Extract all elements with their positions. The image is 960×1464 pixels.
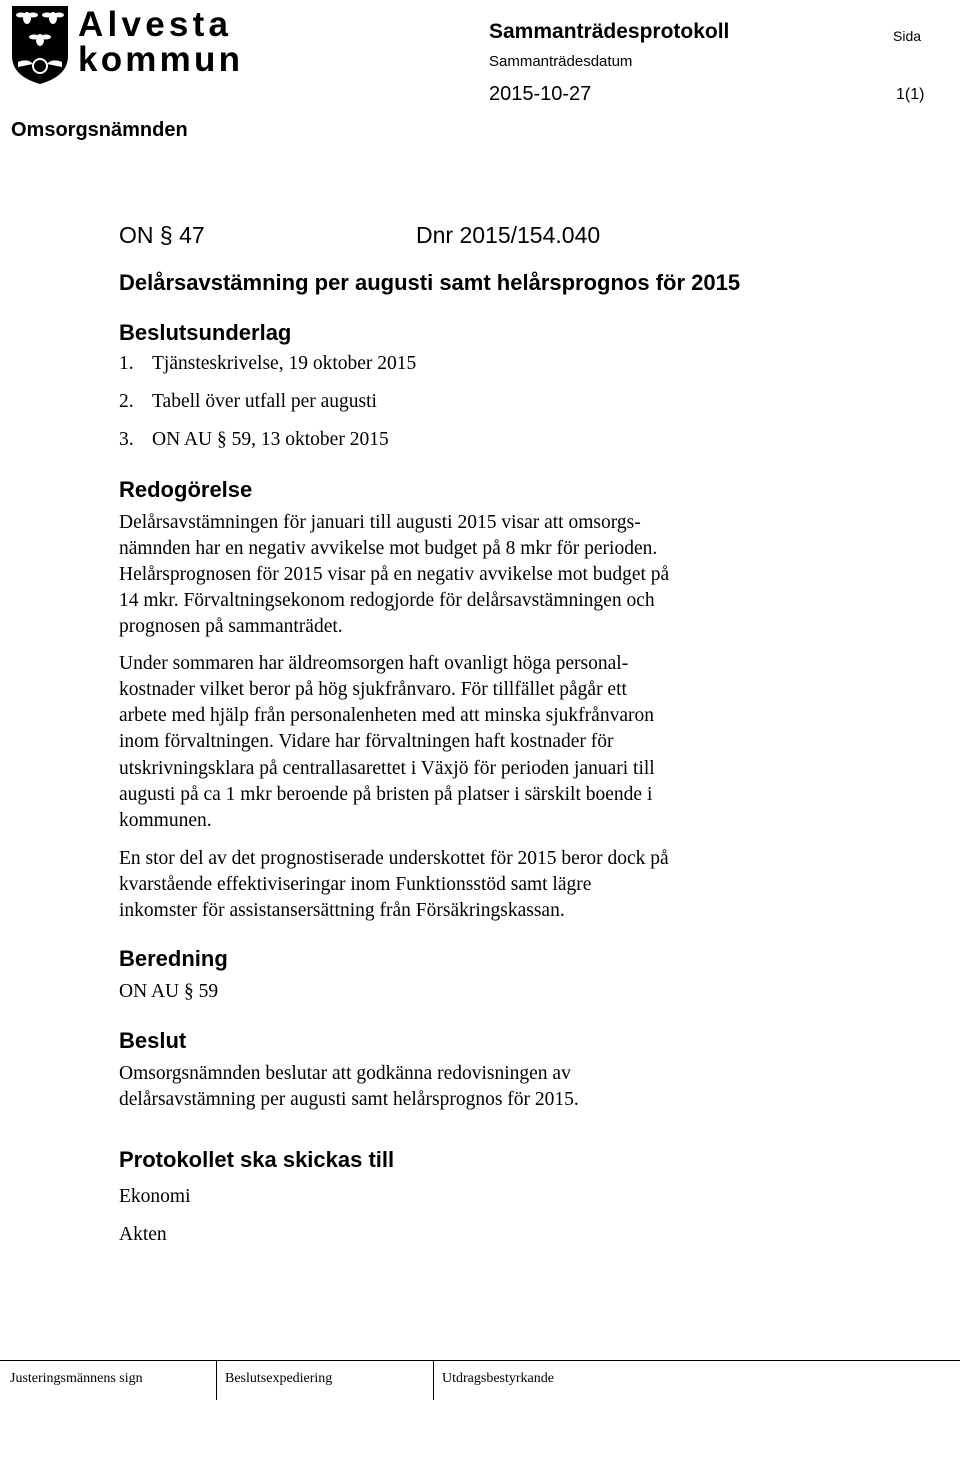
page-label: Sida: [893, 28, 922, 44]
text-line: Helårsprognosen för 2015 visar på en negativ avvikelse mot budget på: [119, 564, 670, 585]
paragraph-number: ON § 47: [119, 222, 205, 248]
meeting-date-label: Sammanträdesdatum: [489, 53, 633, 70]
text-line: Under sommaren har äldreomsorgen haft ovanligt höga personal-: [119, 653, 629, 674]
list-item: 2. Tabell över utfall per augusti: [119, 391, 377, 412]
text-line: inom förvaltningen. Vidare har förvaltningen haft kostnader för: [119, 731, 614, 752]
document-title: Delårsavstämning per augusti samt helårsprognos för 2015: [119, 270, 741, 295]
text-line: nämnden har en negativ avvikelse mot budget på 8 mkr för perioden.: [119, 538, 658, 559]
text-line: prognosen på sammanträdet.: [119, 616, 343, 637]
text-line: utskrivningsklara på centrallasarettet i Växjö för perioden januari till: [119, 758, 655, 779]
text-line: kommunen.: [119, 810, 212, 831]
footer-column-divider: [216, 1360, 217, 1400]
text-line: kvarstående effektiviseringar inom Funktionsstöd samt lägre: [119, 874, 592, 895]
logo-line1: Alvesta: [78, 5, 228, 44]
redogorelse-heading: Redogörelse: [119, 477, 253, 502]
text-line: 14 mkr. Förvaltningsekonom redogjorde för delårsavstämningen och: [119, 590, 655, 611]
meeting-date: 2015-10-27: [489, 83, 592, 105]
text-line: inkomster för assistansersättning från Försäkringskassan.: [119, 900, 565, 921]
alvesta-kommun-logo: [10, 4, 242, 86]
beredning-text: ON AU § 59: [119, 981, 219, 1002]
logo-line2: kommun: [78, 40, 240, 79]
footer-divider: [0, 1360, 960, 1361]
beredning-heading: Beredning: [119, 946, 228, 971]
text-line: arbete med hjälp från personalenheten med att minska sjukfrånvaron: [119, 705, 654, 726]
protocol-title: Sammanträdesprotokoll: [489, 20, 730, 43]
coat-of-arms-icon: [10, 4, 242, 86]
footer-label-justering: Justeringsmännens sign: [10, 1371, 143, 1386]
text-line: Omsorgsnämnden beslutar att godkänna redovisningen av: [119, 1063, 571, 1084]
footer-label-beslutsexpediering: Beslutsexpediering: [225, 1371, 333, 1386]
footer-label-utdragsbestyrkande: Utdragsbestyrkande: [442, 1371, 554, 1386]
text-line: En stor del av det prognostiserade underskottet för 2015 beror dock på: [119, 848, 669, 869]
list-item: Ekonomi: [119, 1186, 191, 1207]
protokollet-heading: Protokollet ska skickas till: [119, 1147, 395, 1172]
case-number: Dnr 2015/154.040: [416, 222, 601, 248]
beslutsunderlag-heading: Beslutsunderlag: [119, 320, 292, 345]
page-number: 1(1): [896, 86, 925, 103]
list-item: 3. ON AU § 59, 13 oktober 2015: [119, 429, 389, 450]
list-item: 1. Tjänsteskrivelse, 19 oktober 2015: [119, 353, 417, 374]
board-name: Omsorgsnämnden: [11, 119, 188, 141]
footer-column-divider: [433, 1360, 434, 1400]
text-line: delårsavstämning per augusti samt helårsprognos för 2015.: [119, 1089, 579, 1110]
text-line: Delårsavstämningen för januari till augusti 2015 visar att omsorgs-: [119, 512, 641, 533]
text-line: augusti på ca 1 mkr beroende på bristen på platser i särskilt boende i: [119, 784, 653, 805]
text-line: kostnader vilket beror på hög sjukfrånvaro. För tillfället pågår ett: [119, 679, 627, 700]
beslut-heading: Beslut: [119, 1028, 187, 1053]
list-item: Akten: [119, 1224, 167, 1245]
